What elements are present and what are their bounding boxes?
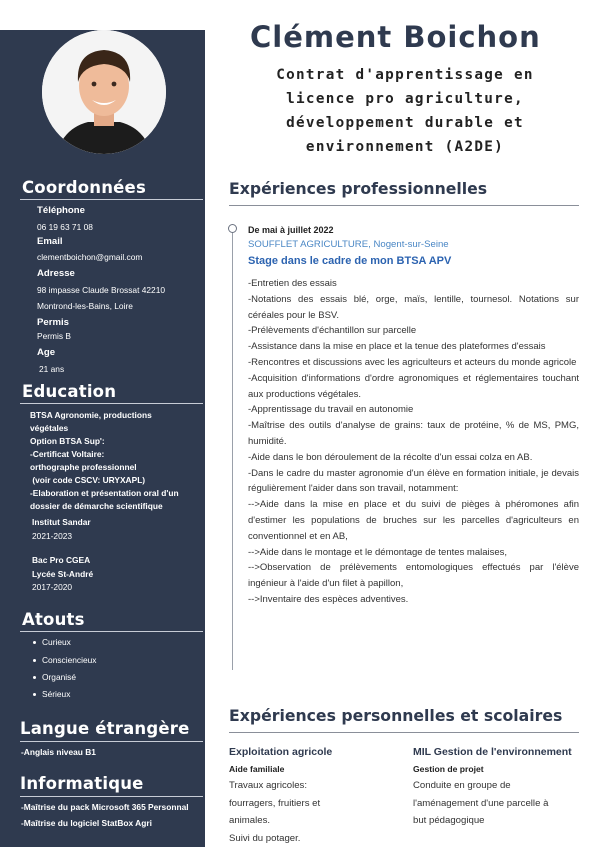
langue-divider (20, 741, 203, 742)
perso-col2-subtitle: Gestion de projet (413, 764, 484, 774)
adresse-line-1: 98 impasse Claude Brossat 42210 (37, 285, 166, 295)
atout-item: Sérieux (42, 689, 71, 699)
job-task: -Acquisition d'informations d'ordre agronomiques et réglementaires touchant aux productions végétales. (248, 372, 579, 400)
perso-col2-line: Conduite en groupe de (413, 780, 511, 791)
education-line: dossier de démarche scientifique (30, 501, 163, 511)
permis-label: Permis (37, 317, 69, 328)
perso-col1-line: Suivi du potager. (229, 832, 301, 844)
adresse-label: Adresse (37, 268, 75, 279)
job-subtitle (240, 63, 570, 159)
perso-section-divider (229, 732, 579, 733)
portrait-image (42, 30, 166, 154)
age-value: 21 ans (39, 364, 65, 374)
job-task: -Maîtrise des outils d'analyse de grains: taux de protéine, % de MS, PMG, humidité. (248, 420, 579, 447)
atouts-title: Atouts (22, 610, 85, 629)
atout-item: Organisé (42, 672, 76, 682)
job-task: -Aide dans le bon déroulement de la récolte d'un essai colza en AB. (248, 451, 533, 463)
perso-col1-line: animales. (229, 815, 271, 827)
coordonnees-title: Coordonnées (22, 178, 146, 197)
informatique-divider (20, 796, 203, 797)
pro-section-title: Expériences professionnelles (229, 179, 488, 198)
job-task: -->Observation de prélèvements entomologiques effectués par l'élève ingénieur à l'aide d'un filet à papillon, (248, 562, 579, 590)
job-task: -Rencontres et discussions avec les agriculteurs et acteurs du monde agricole (248, 356, 577, 368)
email-label: Email (37, 236, 63, 247)
age-label: Age (37, 347, 56, 358)
job-task: -->Inventaire des espèces adventives. (248, 593, 409, 605)
job-task: -Assistance dans la mise en place et la tenue des plateformes d'essais (248, 341, 546, 353)
timeline-line (232, 232, 233, 670)
profile-photo (42, 30, 166, 154)
perso-section-title: Expériences personnelles et scolaires (229, 706, 563, 725)
timeline-dot-icon (228, 224, 237, 233)
atout-item: Consciencieux (42, 655, 97, 665)
perso-col2-line: but pédagogique (413, 815, 485, 827)
subtitle-line: développement durable et (286, 115, 524, 131)
adresse-line-2: Montrond-les-Bains, Loire (37, 301, 133, 311)
job-task: -Notations des essais blé, orge, maïs, lentille, tournesol. Notations sur céréales pour le BSV. (248, 293, 579, 321)
perso-col1-subtitle: Aide familiale (229, 764, 285, 774)
informatique-item: -Maîtrise du logiciel StatBox Agri (21, 818, 152, 828)
education-school-1: Institut Sandar (32, 517, 91, 527)
job-date: De mai à juillet 2022 (248, 225, 334, 235)
perso-col1-text (229, 777, 320, 847)
job-description (248, 276, 579, 608)
subtitle-line: licence pro agriculture, (286, 91, 524, 107)
langue-item: -Anglais niveau B1 (21, 747, 96, 757)
informatique-title: Informatique (20, 774, 144, 793)
perso-col2-title: MIL Gestion de l'environnement (413, 746, 572, 758)
job-task: -Dans le cadre du master agronomie d'un élève en formation initiale, je devais régulièrement l'aider dans son travail, notamment: (248, 467, 579, 495)
email-value: clementboichon@gmail.com (37, 252, 143, 262)
job-task: -Entretien des essais (248, 278, 337, 289)
job-task: -->Aide dans le montage et le démontage de tentes malaises, (248, 546, 508, 558)
permis-value: Permis B (37, 331, 71, 341)
candidate-name: Clément Boichon (250, 20, 541, 54)
perso-col2-text (413, 777, 548, 830)
job-task: -Apprentissage du travail en autonomie (248, 404, 414, 416)
education-title: Education (22, 382, 117, 401)
education-line: végétales (30, 423, 69, 433)
perso-col2-line: l'aménagement d'une parcelle à (413, 797, 549, 809)
pro-section-divider (229, 205, 579, 206)
langue-title: Langue étrangère (20, 719, 190, 738)
education-line: orthographe professionnel (30, 462, 137, 472)
bullet-icon (33, 676, 36, 679)
perso-col1-line: Travaux agricoles: (229, 780, 308, 791)
subtitle-line: Contrat d'apprentissage en (276, 67, 534, 83)
education-school-2: Lycée St-André (32, 569, 94, 579)
telephone-value: 06 19 63 71 08 (37, 222, 93, 232)
perso-col1-line: fourragers, fruitiers et (229, 797, 321, 809)
bullet-icon (33, 659, 36, 662)
job-company: SOUFFLET AGRICULTURE, Nogent-sur-Seine (248, 239, 449, 250)
education-line: (voir code CSCV: URYXAPL) (30, 475, 146, 485)
informatique-item: -Maîtrise du pack Microsoft 365 Personnal (21, 802, 189, 812)
bullet-icon (33, 693, 36, 696)
education-years-2: 2017-2020 (32, 582, 73, 592)
coordonnees-divider (20, 199, 203, 200)
job-task: -Prélèvements d'échantillon sur parcelle (248, 325, 417, 337)
telephone-label: Téléphone (37, 205, 85, 216)
education-degree-2: Bac Pro CGEA (32, 555, 91, 565)
education-years-1: 2021-2023 (32, 531, 73, 541)
perso-col1-title: Exploitation agricole (229, 746, 333, 758)
bullet-icon (33, 641, 36, 644)
education-line: Option BTSA Sup': (30, 436, 105, 446)
job-task: -->Aide dans la mise en place et du suivi de pièges à phéromones afin d'estimer les populations de bruches sur les parcelles d'agriculteurs en conventionnel et en AB, (248, 499, 579, 542)
subtitle-line: environnement (A2DE) (305, 139, 505, 155)
education-divider (20, 403, 203, 404)
education-line: BTSA Agronomie, productions (30, 410, 152, 420)
job-role: Stage dans le cadre de mon BTSA APV (248, 255, 452, 267)
atouts-divider (20, 631, 203, 632)
education-line: -Certificat Voltaire: (30, 449, 105, 459)
education-line: -Elaboration et présentation oral d'un (30, 488, 179, 498)
atout-item: Curieux (42, 637, 71, 647)
